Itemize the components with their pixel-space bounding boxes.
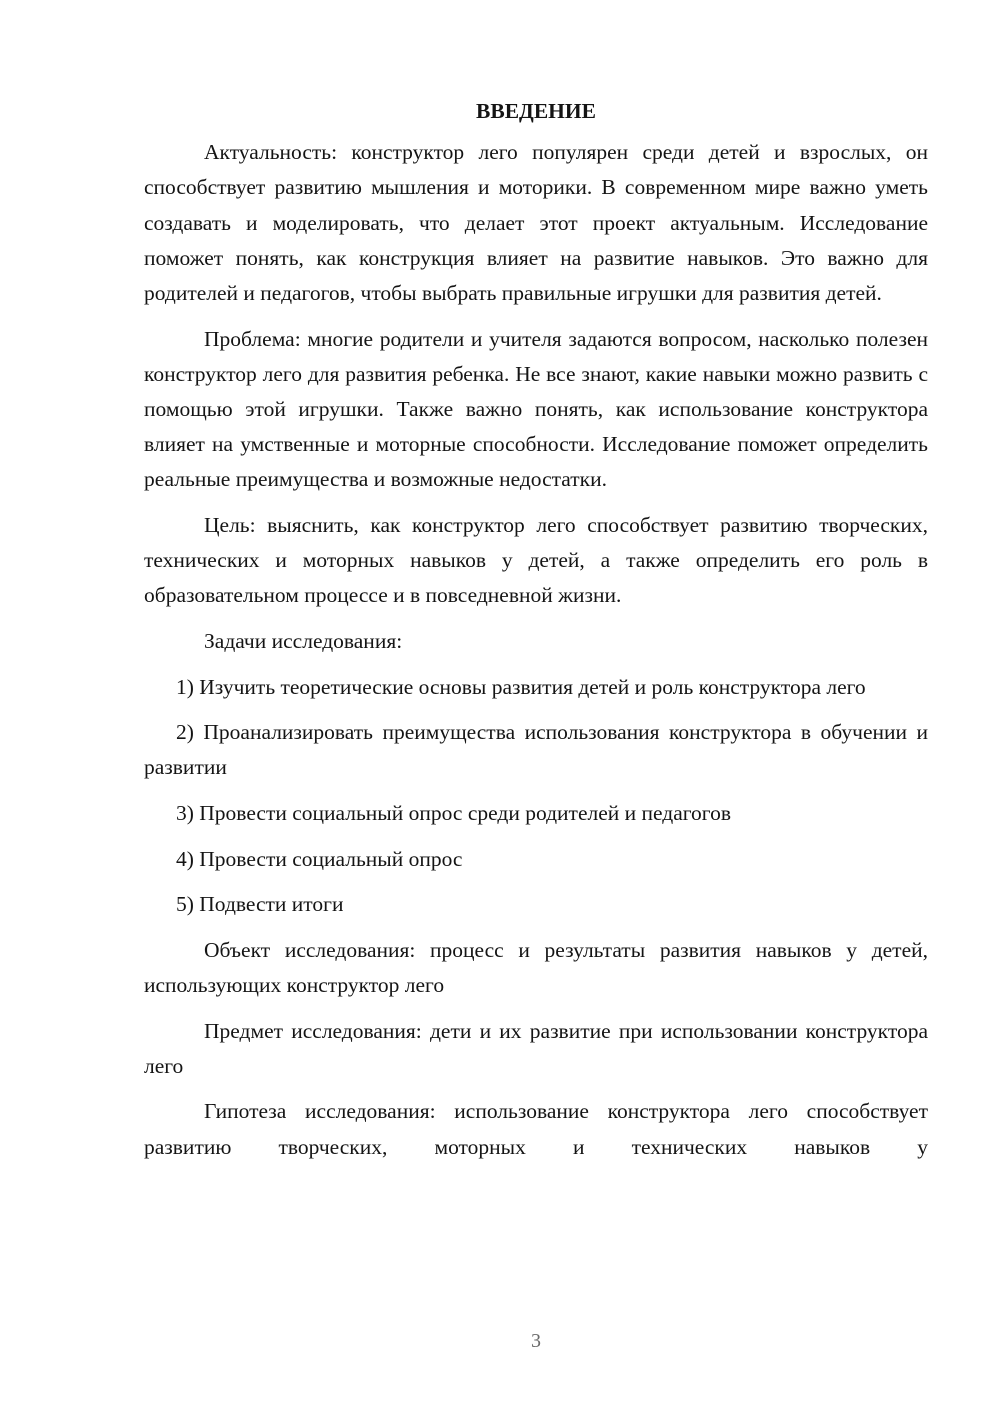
problem-paragraph: Проблема: многие родители и учителя задаются вопросом, насколько полезен конструктор лего для развития ребенка. Не все знают, какие навыки можно развить с помощью этой игрушки. Также важно понять, как использование конструктора влияет на умственные и моторные способности. Исследование поможет определить реальные преимущества и возможные недостатки. [144,326,928,492]
hypothesis-paragraph: Гипотеза исследования: использование конструктора лего способствует развитию творческих, моторных и технических навыков у [144,1099,928,1159]
section-title: ВВЕДЕНИЕ [476,99,596,123]
object-paragraph: Объект исследования: процесс и результаты развития навыков у детей, использующих конструктор лего [144,937,928,997]
task-item-3: 3) Провести социальный опрос среди родителей и педагогов [176,801,731,825]
relevance-paragraph: Актуальность: конструктор лего популярен среди детей и взрослых, он способствует развитию мышления и моторики. В современном мире важно уметь создавать и моделировать, что делает этот проект актуальным. Исследование поможет понять, как конструкция влияет на развитие навыков. Это важно для родителей и педагогов, чтобы выбрать правильные игрушки для развития детей. [144,140,928,306]
task-item-4: 4) Провести социальный опрос [176,846,463,871]
task-item-1: 1) Изучить теоретические основы развития детей и роль конструктора лего [176,674,866,699]
page-number: 3 [531,1330,541,1352]
subject-paragraph: Предмет исследования: дети и их развитие при использовании конструктора лего [144,1018,928,1078]
tasks-heading: Задачи исследования: [204,629,403,654]
task-item-2: 2) Проанализировать преимущества использования конструктора в обучении и развитии [144,720,928,780]
task-item-5: 5) Подвести итоги [176,892,344,917]
page-content [144,94,928,1175]
goal-paragraph: Цель: выяснить, как конструктор лего способствует развитию творческих, технических и моторных навыков у детей, а также определить его роль в образовательном процессе и в повседневной жизни. [144,513,928,608]
